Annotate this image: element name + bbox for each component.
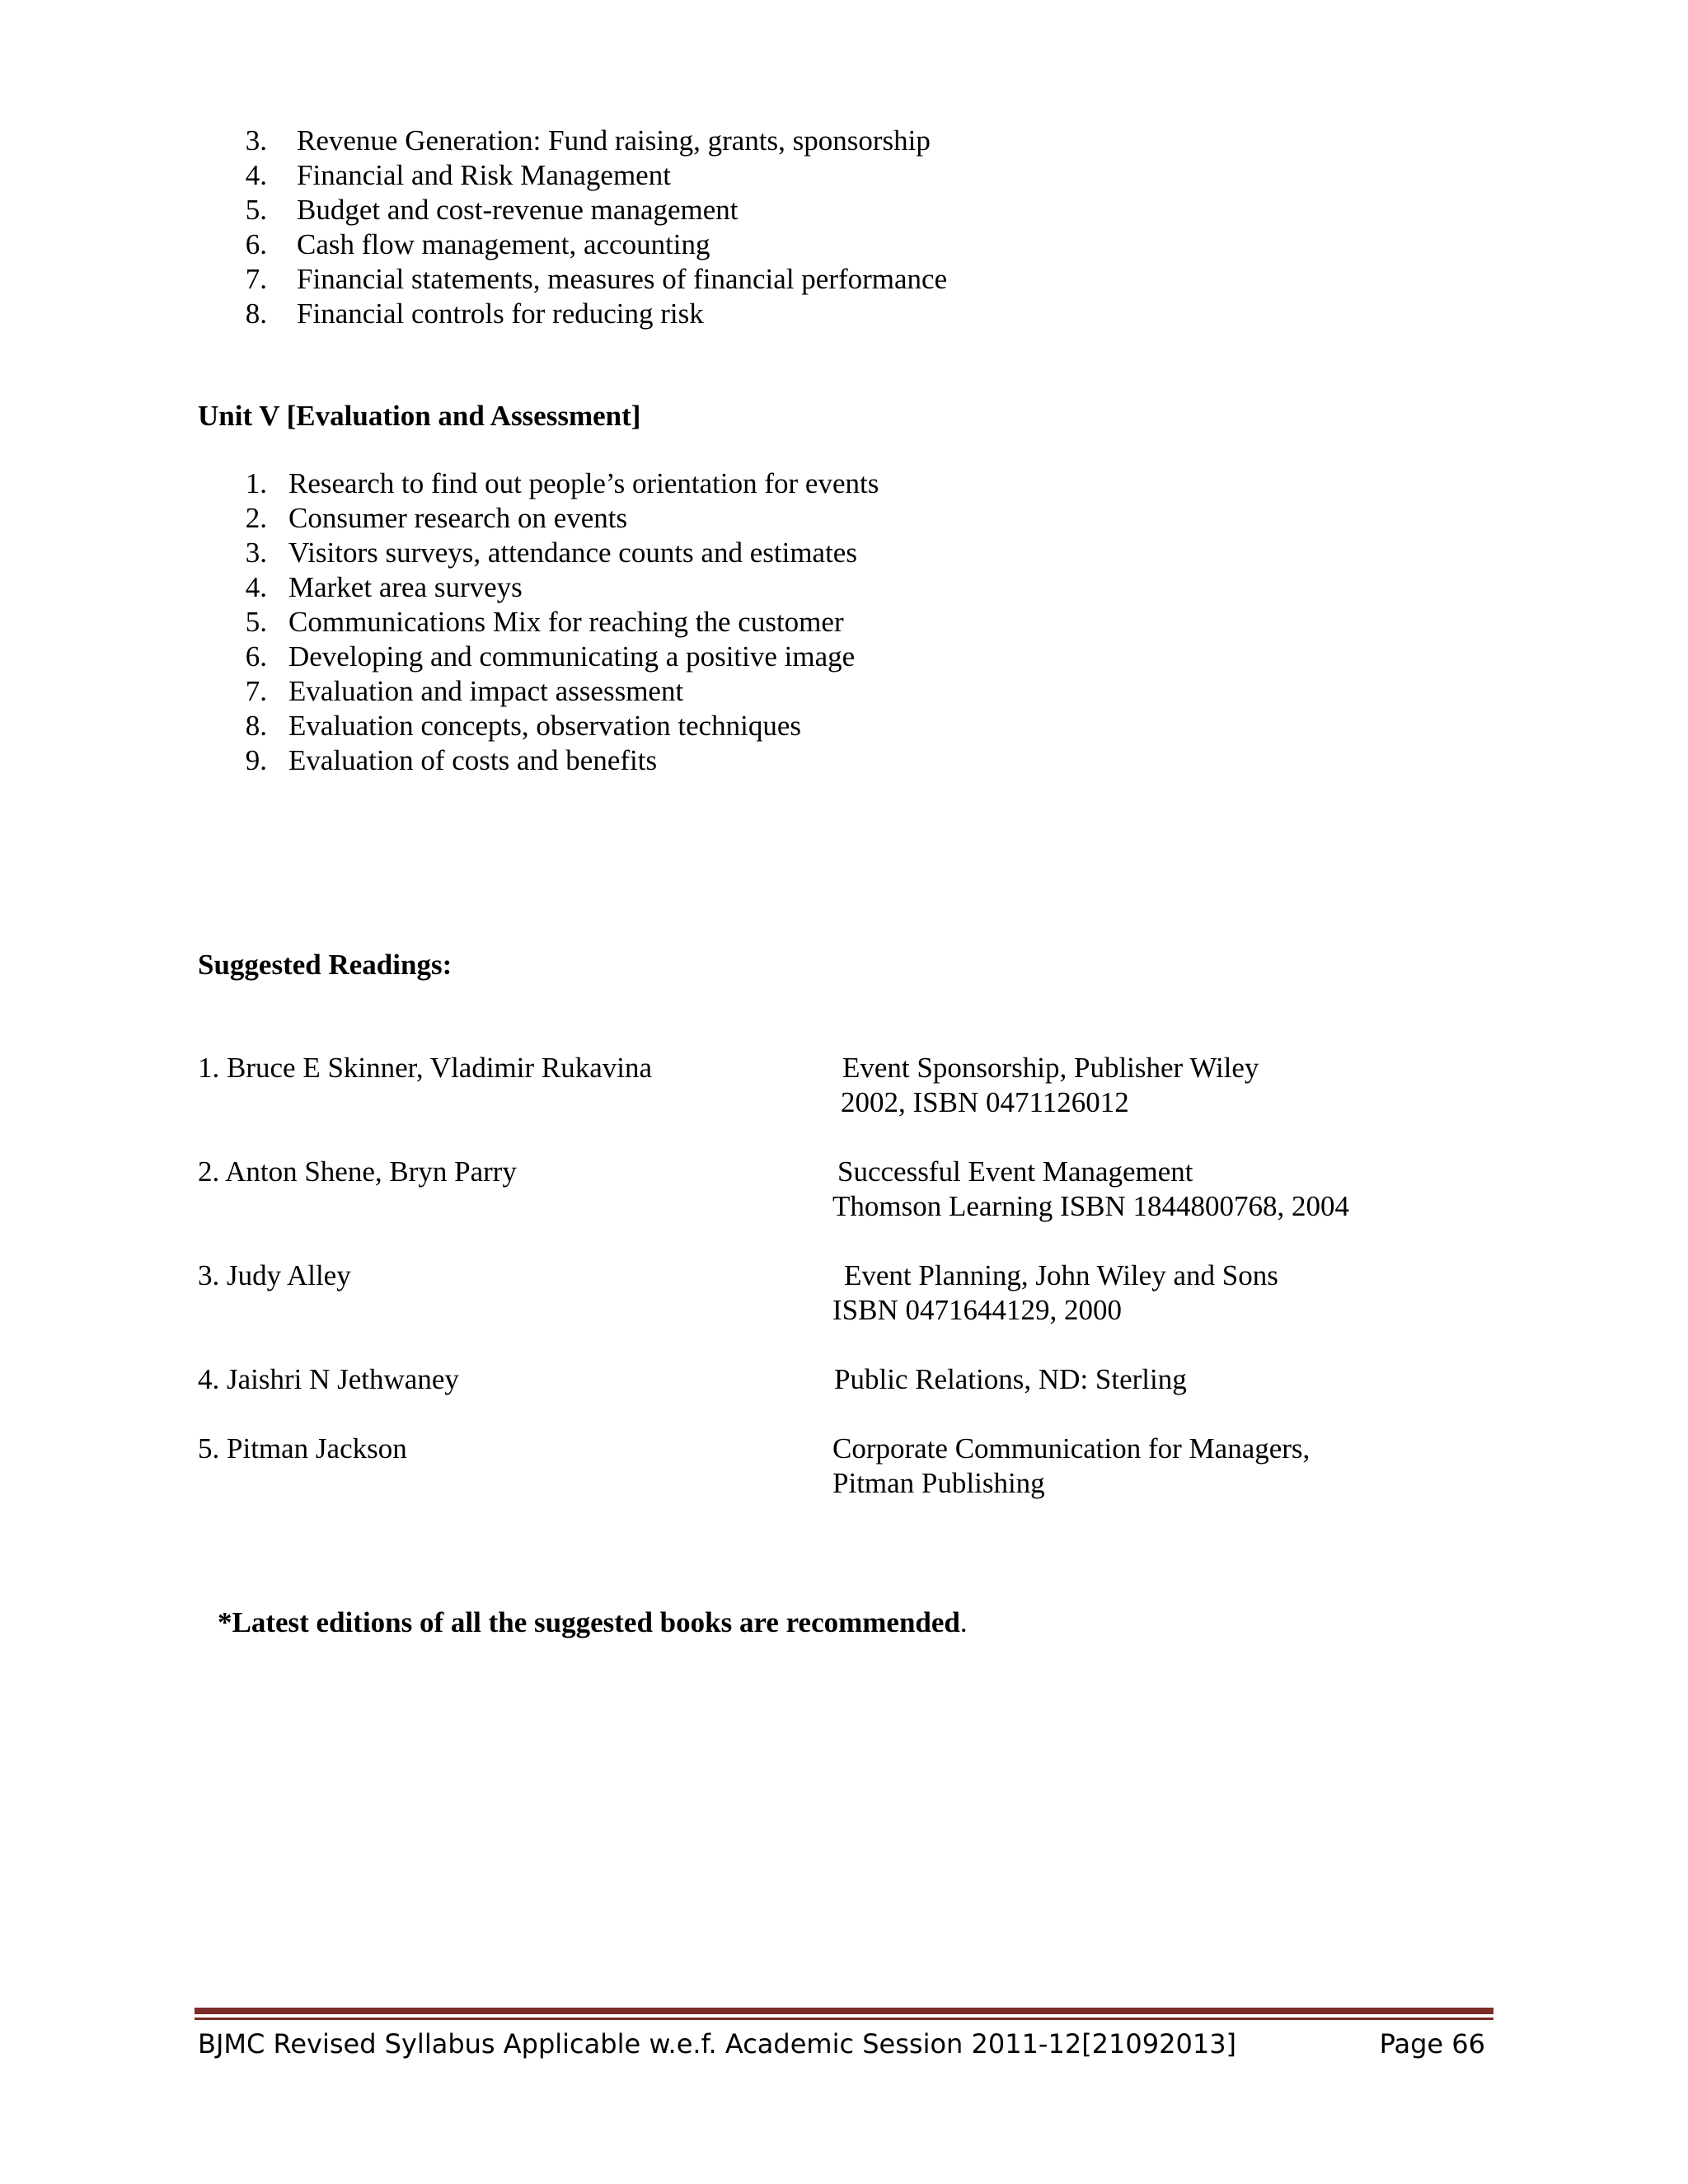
footer-rule-thin [195,2018,1493,2020]
list-text: Evaluation and impact assessment [288,675,684,707]
list-text: Financial and Risk Management [297,159,671,191]
reading-details: Pitman Publishing [832,1467,1045,1499]
list-text: Market area surveys [288,571,523,603]
reading-details: ISBN 0471644129, 2000 [832,1294,1122,1326]
list-number: 7. [245,675,267,707]
list-number: 5. [245,606,267,638]
list-text: Financial controls for reducing risk [297,298,704,330]
list-number: 6. [245,228,267,260]
reading-author: 4. Jaishri N Jethwaney [198,1363,459,1395]
page-number: Page 66 [1379,2028,1485,2060]
list-number: 9. [245,744,267,776]
reading-details: 2002, ISBN 0471126012 [841,1086,1129,1118]
reading-details: Thomson Learning ISBN 1844800768, 2004 [832,1190,1350,1222]
list-text: Developing and communicating a positive image [288,640,856,673]
list-text: Consumer research on events [288,502,628,534]
list-number: 4. [245,571,267,603]
reading-author: 1. Bruce E Skinner, Vladimir Rukavina [198,1052,653,1084]
list-text: Evaluation concepts, observation techniques [288,710,802,742]
list-number: 3. [245,537,267,569]
reading-title: Event Sponsorship, Publisher Wiley [842,1052,1259,1084]
list-text: Cash flow management, accounting [297,228,710,260]
reading-title: Public Relations, ND: Sterling [834,1363,1187,1395]
readings-heading: Suggested Readings: [198,949,452,981]
reading-author: 5. Pitman Jackson [198,1432,407,1465]
list-text: Communications Mix for reaching the customer [288,606,844,638]
list-text: Financial statements, measures of financial performance [297,263,948,295]
list-text: Research to find out people’s orientation for events [288,467,879,499]
list-text: Visitors surveys, attendance counts and estimates [288,537,857,569]
list-number: 2. [245,502,267,534]
reading-title: Corporate Communication for Managers, [832,1432,1311,1465]
list-number: 4. [245,159,267,191]
list-number: 8. [245,710,267,742]
list-number: 1. [245,467,267,499]
list-number: 5. [245,194,267,226]
list-number: 3. [245,124,267,157]
unit5-heading: Unit V [Evaluation and Assessment] [198,400,641,432]
list-number: 7. [245,263,267,295]
reading-title: Successful Event Management [837,1155,1193,1188]
footer-rule [195,2008,1493,2014]
list-text: Budget and cost-revenue management [297,194,738,226]
recommendation-note [218,1605,968,1640]
list-number: 6. [245,640,267,673]
reading-author: 3. Judy Alley [198,1259,351,1291]
list-number: 8. [245,298,267,330]
note-text: *Latest editions of all the suggested books are recommended [218,1606,960,1638]
footer-title: BJMC Revised Syllabus Applicable w.e.f. Academic Session 2011-12[21092013] [198,2028,1237,2060]
list-text: Evaluation of costs and benefits [288,744,658,776]
reading-author: 2. Anton Shene, Bryn Parry [198,1155,517,1188]
reading-title: Event Planning, John Wiley and Sons [844,1259,1278,1291]
note-period: . [959,1606,968,1638]
list-text: Revenue Generation: Fund raising, grants, sponsorship [297,124,931,157]
